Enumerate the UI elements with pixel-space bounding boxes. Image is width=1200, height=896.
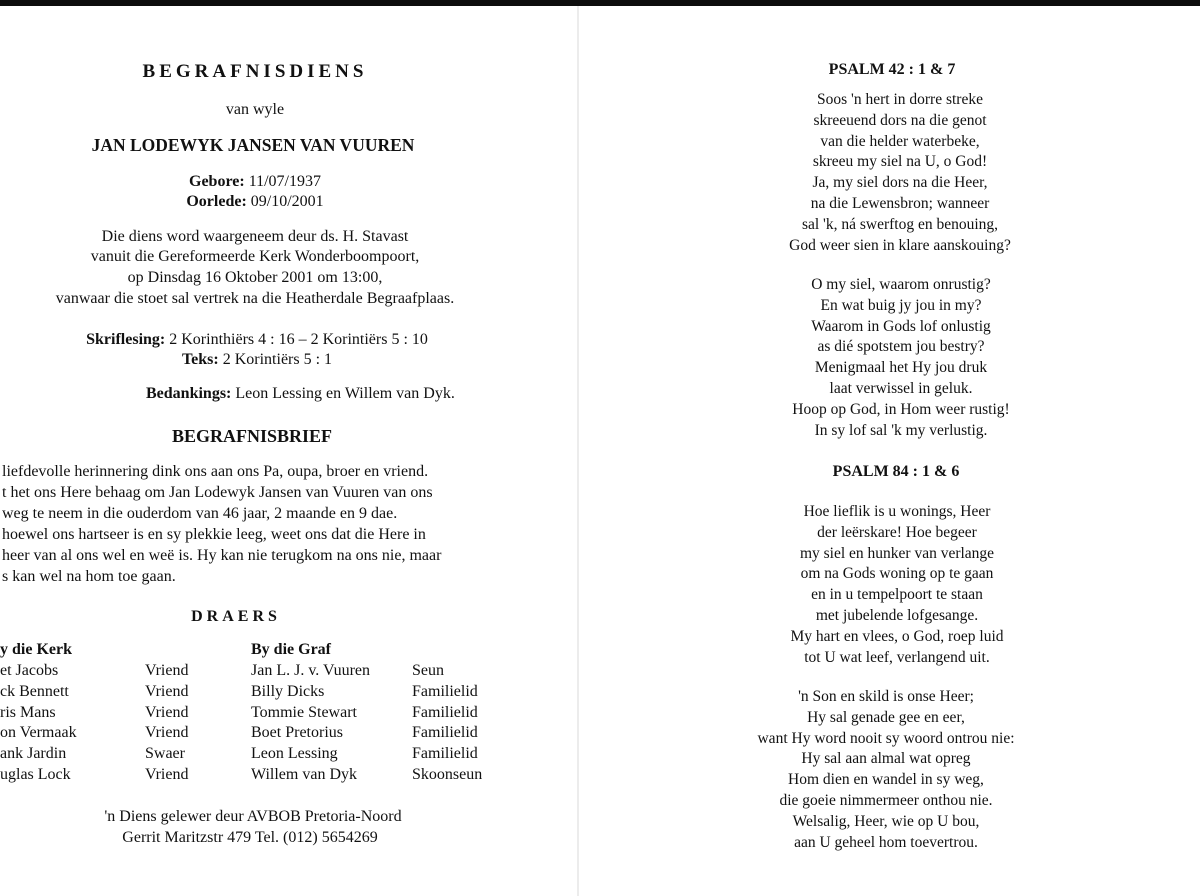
verse-line: God weer sien in klare aanskouing? xyxy=(789,236,1011,254)
born-line xyxy=(189,172,321,192)
church-bearer-relation: Vriend xyxy=(145,703,189,721)
grave-bearer-relation: Seun xyxy=(412,662,444,679)
died-label: Oorlede: xyxy=(186,193,247,210)
text-label: Teks: xyxy=(181,351,219,368)
reading-label: Skriflesing: xyxy=(86,331,166,348)
born-label: Gebore: xyxy=(189,173,245,190)
verse-line: Ja, my siel dors na die Heer, xyxy=(812,174,988,192)
grave-bearer-relation: Skoonseun xyxy=(412,765,483,783)
thanks-value: Leon Lessing en Willem van Dyk. xyxy=(235,385,455,402)
died-line xyxy=(186,192,323,212)
page-title: BEGRAFNISDIENS xyxy=(142,61,368,82)
verse-line: want Hy word nooit sy woord ontrou nie: xyxy=(757,729,1015,747)
table-row xyxy=(0,765,560,786)
church-bearer-name: ank Jardin xyxy=(0,745,67,763)
verse-line: aan U geheel hom toevertrou. xyxy=(794,833,978,851)
grave-bearer-relation: Familielid xyxy=(412,724,478,742)
verse-line: Waarom in Gods lof onlustig xyxy=(811,317,991,335)
grave-header: By die Graf xyxy=(251,641,331,658)
grave-bearer-name: Billy Dicks xyxy=(251,682,325,700)
church-bearer-name: et Jacobs xyxy=(0,662,59,679)
psalm-84-verse-1 xyxy=(790,502,1003,668)
grave-bearer-relation: Familielid xyxy=(412,745,478,763)
verse-line: en in u tempelpoort te staan xyxy=(811,586,983,604)
church-bearer-relation: Vriend xyxy=(145,682,189,700)
verse-line: In sy lof sal 'k my verlustig. xyxy=(814,421,988,439)
church-bearer-name: ck Bennett xyxy=(0,682,69,700)
verse-line: as dié spotstem jou bestry? xyxy=(817,338,985,356)
letter-line: heer van al ons wel en weë is. Hy kan nie terugkom na ons nie, maar xyxy=(2,547,442,564)
psalm-84-verse-2 xyxy=(757,687,1014,853)
verse-line: My hart en vlees, o God, roep luid xyxy=(790,627,1004,645)
verse-line: Welsalig, Heer, wie op U bou, xyxy=(792,812,980,830)
died-date: 09/10/2001 xyxy=(250,193,324,210)
church-bearer-name: ris Mans xyxy=(0,703,56,721)
service-line: op Dinsdag 16 Oktober 2001 om 13:00, xyxy=(127,269,383,286)
letter-line: s kan wel na hom toe gaan. xyxy=(2,568,176,585)
thanks-line xyxy=(146,384,455,405)
service-line: Die diens word waargeneem deur ds. H. Stavast xyxy=(101,228,409,245)
grave-bearer-name: Leon Lessing xyxy=(251,745,338,763)
left-page xyxy=(0,6,577,896)
letter-line: t het ons Here behaag om Jan Lodewyk Jansen van Vuuren van ons xyxy=(2,484,433,501)
verse-line: Hy sal genade gee en eer, xyxy=(807,708,965,726)
verse-line: Hoe lieflik is u wonings, Heer xyxy=(803,503,991,520)
text-line xyxy=(182,350,332,370)
verse-line: En wat buig jy jou in my? xyxy=(820,296,982,314)
church-bearer-relation: Vriend xyxy=(145,724,189,742)
table-row xyxy=(0,682,560,703)
verse-line: skreeu my siel na U, o God! xyxy=(812,153,988,171)
church-bearer-name: on Vermaak xyxy=(0,724,77,742)
letter-line: liefdevolle herinnering dink ons aan ons Pa, oupa, broer en vriend. xyxy=(2,463,429,480)
born-date: 11/07/1937 xyxy=(248,173,321,190)
church-bearer-relation: Swaer xyxy=(145,745,185,763)
table-row xyxy=(0,703,560,724)
subtitle: van wyle xyxy=(225,101,285,118)
deceased-name: JAN LODEWYK JANSEN VAN VUUREN xyxy=(91,135,415,155)
verse-line: die goeie nimmermeer onthou nie. xyxy=(779,791,993,809)
bearers-table xyxy=(0,661,560,786)
letter-line: hoewel ons hartseer is en sy plekkie leeg, weet ons dat die Here in xyxy=(2,526,426,543)
table-row xyxy=(0,661,560,682)
right-page xyxy=(579,6,1200,896)
thanks-label: Bedankings: xyxy=(146,385,232,402)
letter-line: weg te neem in die ouderdom van 46 jaar, 2 maande en 9 dae. xyxy=(2,505,398,522)
service-line: vanuit die Gereformeerde Kerk Wonderboompoort, xyxy=(90,248,420,265)
footer-line: 'n Diens gelewer deur AVBOB Pretoria-Noord xyxy=(104,808,402,825)
verse-line: Hoop op God, in Hom weer rustig! xyxy=(792,400,1010,418)
church-bearer-name: uglas Lock xyxy=(0,765,71,783)
psalm-42-verse-2 xyxy=(792,275,1009,441)
church-bearer-relation: Vriend xyxy=(145,662,189,679)
verse-line: O my siel, waarom onrustig? xyxy=(811,276,991,293)
grave-bearer-name: Boet Pretorius xyxy=(251,724,343,742)
verse-line: laat verwissel in geluk. xyxy=(829,379,973,397)
reading-value: 2 Korinthiërs 4 : 16 – 2 Korintiërs 5 : 10 xyxy=(169,331,428,348)
verse-line: van die helder waterbeke, xyxy=(820,132,980,150)
text-value: 2 Korintiërs 5 : 1 xyxy=(222,351,333,368)
table-row xyxy=(0,744,560,765)
letter-title: BEGRAFNISBRIEF xyxy=(171,426,333,446)
grave-bearer-name: Tommie Stewart xyxy=(251,703,357,721)
verse-line: Soos 'n hert in dorre streke xyxy=(817,91,983,108)
verse-line: my siel en hunker van verlange xyxy=(799,544,995,562)
grave-bearer-name: Willem van Dyk xyxy=(251,765,357,783)
verse-line: om na Gods woning op te gaan xyxy=(800,565,994,583)
verse-line: Hy sal aan almal wat opreg xyxy=(801,750,971,768)
verse-line: Hom dien en wandel in sy weg, xyxy=(788,771,984,789)
verse-line: na die Lewensbron; wanneer xyxy=(810,194,990,212)
church-bearer-relation: Vriend xyxy=(145,765,189,783)
service-line: vanwaar die stoet sal vertrek na die Heatherdale Begraafplaas. xyxy=(55,290,455,307)
verse-line: 'n Son en skild is onse Heer; xyxy=(798,688,974,705)
grave-bearer-name: Jan L. J. v. Vuuren xyxy=(251,662,371,679)
verse-line: skreeuend dors na die genot xyxy=(813,111,987,129)
verse-line: met jubelende lofgesange. xyxy=(815,606,979,624)
psalm-42-verse-1 xyxy=(789,90,1011,256)
psalm-42-title: PSALM 42 : 1 & 7 xyxy=(828,61,956,78)
bearers-title: DRAERS xyxy=(191,608,281,625)
church-header: y die Kerk xyxy=(0,641,72,658)
table-row xyxy=(0,723,560,744)
psalm-84-title: PSALM 84 : 1 & 6 xyxy=(832,463,960,480)
verse-line: sal 'k, ná swerftog en benouing, xyxy=(801,215,999,233)
grave-bearer-relation: Familielid xyxy=(412,682,478,700)
verse-line: der leërskare! Hoe begeer xyxy=(817,523,977,541)
footer-line: Gerrit Maritzstr 479 Tel. (012) 5654269 xyxy=(122,829,378,846)
verse-line: tot U wat leef, verlangend uit. xyxy=(804,648,990,666)
verse-line: Menigmaal het Hy jou druk xyxy=(814,359,988,377)
reading-line xyxy=(86,330,428,350)
grave-bearer-relation: Familielid xyxy=(412,703,478,721)
